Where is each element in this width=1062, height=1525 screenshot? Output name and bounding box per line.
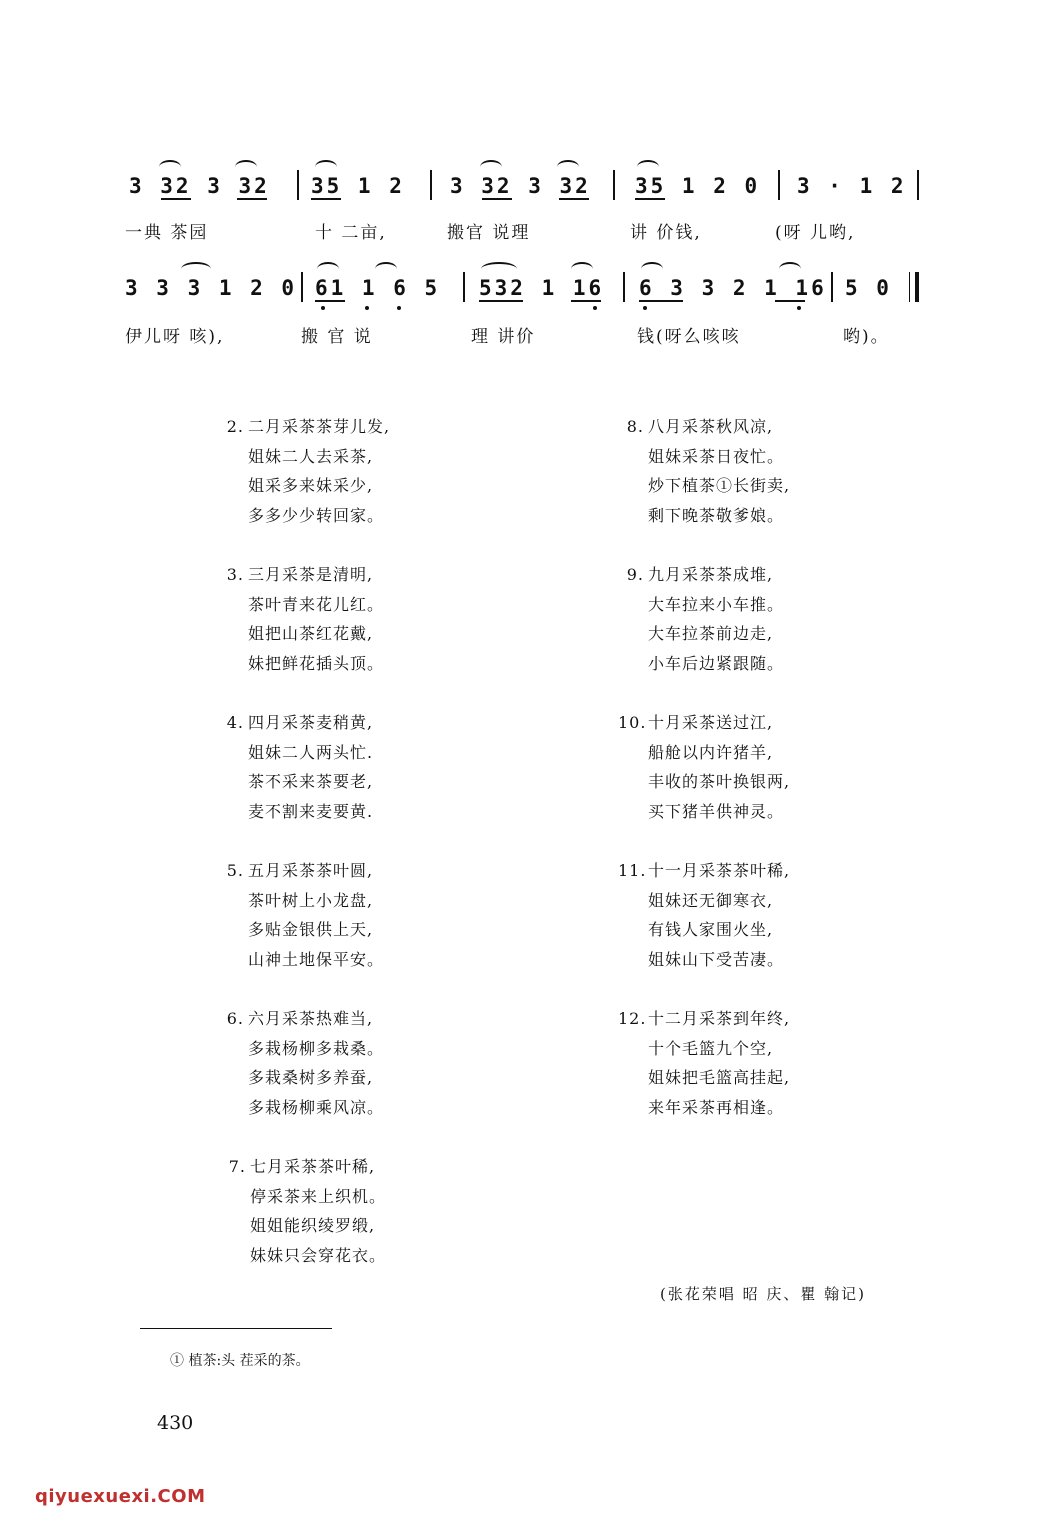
verse-line: 姐妹二人两头忙. — [248, 742, 374, 762]
verse-line: 多栽杨柳乘风凉。 — [248, 1097, 385, 1117]
final-barline — [915, 272, 919, 302]
measure: 5 0 — [845, 276, 892, 300]
slur — [235, 160, 257, 174]
underline — [311, 198, 341, 200]
lower-octave-dot — [643, 306, 647, 310]
verse-2 — [226, 412, 391, 530]
verse-line: 来年采茶再相逢。 — [648, 1097, 785, 1117]
verse-line: 六月采茶热难当, — [248, 1009, 374, 1028]
underline — [559, 198, 589, 200]
page-number: 430 — [157, 1412, 194, 1434]
verse-line: 大车拉茶前边走, — [648, 624, 774, 643]
slur — [557, 160, 579, 174]
verse-line: 五月采茶茶叶圆, — [248, 861, 374, 880]
lyric: 理 讲价 — [471, 327, 536, 347]
slur — [317, 262, 339, 276]
barline — [831, 272, 833, 302]
underline — [635, 198, 665, 200]
verse-3 — [226, 560, 385, 678]
verse-line: 姐妹二人去采茶, — [248, 446, 374, 466]
underline — [237, 198, 267, 200]
verse-number: 7. — [228, 1157, 246, 1176]
slur — [641, 262, 663, 276]
slur — [315, 160, 337, 174]
measure: 532 1 16 — [479, 276, 605, 300]
verse-10 — [618, 708, 791, 826]
verse-line: 十二月采茶到年终, — [648, 1009, 791, 1028]
verse-number: 4. — [226, 713, 244, 732]
verse-line: 二月采茶茶芽儿发, — [248, 417, 391, 436]
lyric: 哟)。 — [843, 327, 890, 347]
verse-line: 买下猪羊供神灵。 — [648, 801, 785, 821]
verse-number: 10. — [618, 713, 647, 732]
verse-line: 多多少少转回家。 — [248, 505, 385, 525]
verse-number: 2. — [226, 417, 244, 436]
verse-number: 8. — [626, 417, 644, 436]
lyric: 钱(呀么咳咳 — [637, 327, 741, 347]
measure: 3 32 3 32 — [450, 174, 591, 198]
verse-line: 茶不采来茶要老, — [248, 772, 374, 791]
measure: 35 1 2 0 — [635, 174, 761, 198]
slur — [571, 262, 593, 276]
barline — [909, 272, 910, 302]
verse-line: 姐妹山下受苦凄。 — [648, 949, 785, 969]
verse-line: 十一月采茶茶叶稀, — [648, 861, 791, 880]
verse-number: 9. — [626, 565, 644, 584]
verse-number: 6. — [226, 1009, 244, 1028]
verse-line: 姐妹还无御寒衣, — [648, 890, 774, 910]
verse-8 — [626, 412, 791, 530]
slur — [480, 160, 502, 174]
lyric: 一典 茶园 — [125, 223, 209, 243]
verse-line: 十月采茶送过江, — [648, 713, 774, 732]
verse-line: 多贴金银供上天, — [248, 920, 374, 939]
verse-line: 八月采茶秋风凉, — [648, 417, 774, 436]
lower-octave-dot — [365, 306, 369, 310]
verse-line: 九月采茶茶成堆, — [648, 565, 774, 584]
verse-line: 大车拉来小车推。 — [648, 594, 785, 614]
verse-5 — [226, 856, 385, 974]
barline — [613, 170, 615, 200]
verse-line: 七月采茶茶叶稀, — [250, 1157, 376, 1176]
verse-line: 姐姐能织绫罗缎, — [250, 1216, 376, 1235]
barline — [917, 170, 919, 200]
barline — [430, 170, 432, 200]
lyric: (呀 儿哟, — [775, 223, 856, 243]
verse-line: 有钱人家围火坐, — [648, 920, 774, 939]
verse-line: 多栽杨柳多栽桑。 — [248, 1038, 385, 1058]
verse-line: 四月采茶麦稍黄, — [248, 713, 374, 732]
verse-line: 船舱以内许猪羊, — [648, 742, 774, 762]
verse-line: 多栽桑树多养蚕, — [248, 1068, 374, 1087]
slur — [181, 262, 211, 276]
verse-line: 姐妹采茶日夜忙。 — [648, 446, 785, 466]
lyric: 搬官 说理 — [447, 223, 531, 243]
barline — [463, 272, 465, 302]
slur — [375, 262, 397, 276]
verse-11 — [618, 856, 791, 974]
verse-12 — [618, 1004, 791, 1122]
verse-line: 山神土地保平安。 — [248, 949, 385, 969]
measure: 3 3 3 1 2 0 — [125, 276, 298, 300]
verse-line: 姐妹把毛篮高挂起, — [648, 1068, 791, 1087]
slur — [637, 160, 659, 174]
underline — [161, 198, 191, 200]
verse-6 — [226, 1004, 385, 1122]
verse-line: 三月采茶是清明, — [248, 565, 374, 584]
underline — [639, 300, 683, 302]
watermark: qiyuexuexi.COM — [35, 1486, 206, 1507]
verse-line: 妹把鲜花插头顶。 — [248, 653, 385, 673]
lower-octave-dot — [397, 306, 401, 310]
verse-4 — [226, 708, 374, 826]
verse-line: 姐采多来妹采少, — [248, 476, 374, 495]
measure: 61 1 6 5 — [315, 276, 441, 300]
underline — [482, 198, 512, 200]
lyric: 讲 价钱, — [630, 223, 702, 243]
measure: 3 · 1 2 — [797, 174, 907, 198]
underline — [775, 300, 805, 302]
verse-line: 丰收的茶叶换银两, — [648, 772, 791, 791]
slur — [159, 160, 181, 174]
verse-7 — [228, 1152, 387, 1270]
verse-number: 5. — [226, 861, 244, 880]
verse-line: 剩下晚茶敬爹娘。 — [648, 505, 785, 525]
slur — [481, 262, 517, 276]
verse-line: 茶叶青来花儿红。 — [248, 594, 385, 614]
lower-octave-dot — [321, 306, 325, 310]
lyric: 伊儿呀 咳), — [125, 327, 225, 347]
lower-octave-dot — [797, 306, 801, 310]
verse-line: 停采茶来上织机。 — [250, 1186, 387, 1206]
verse-line: 麦不割来麦要黄. — [248, 801, 374, 821]
verse-line: 十个毛篮九个空, — [648, 1038, 774, 1058]
lower-octave-dot — [593, 306, 597, 310]
barline — [623, 272, 625, 302]
barline — [778, 170, 780, 200]
verse-line: 茶叶树上小龙盘, — [248, 890, 374, 910]
singer-recorder-credit: (张花荣唱 昭 庆、瞿 翰记) — [660, 1285, 867, 1303]
verse-line: 炒下植茶①长街卖, — [648, 476, 791, 495]
verse-line: 小车后边紧跟随。 — [648, 653, 785, 673]
lyric: 搬 官 说 — [301, 327, 373, 347]
verse-9 — [626, 560, 785, 678]
slur — [779, 262, 801, 276]
barline — [301, 272, 303, 302]
underline — [315, 300, 345, 302]
verse-number: 12. — [618, 1009, 647, 1028]
score-line-2 — [125, 262, 925, 306]
underline — [571, 300, 601, 302]
verse-number: 11. — [618, 861, 647, 880]
footnote: ① 植茶:头 茬采的茶。 — [170, 1353, 310, 1369]
measure: 35 1 2 — [311, 174, 405, 198]
measure: 6 3 3 2 1 16 — [639, 276, 827, 300]
verse-line: 妹妹只会穿花衣。 — [250, 1245, 387, 1265]
score-line-1 — [125, 160, 925, 204]
underline — [479, 300, 523, 302]
verse-line: 姐把山茶红花戴, — [248, 624, 374, 643]
lyric: 十 二亩, — [315, 223, 387, 243]
verse-number: 3. — [226, 565, 244, 584]
footnote-rule — [140, 1328, 332, 1329]
barline — [297, 170, 299, 200]
measure: 3 32 3 32 — [129, 174, 270, 198]
